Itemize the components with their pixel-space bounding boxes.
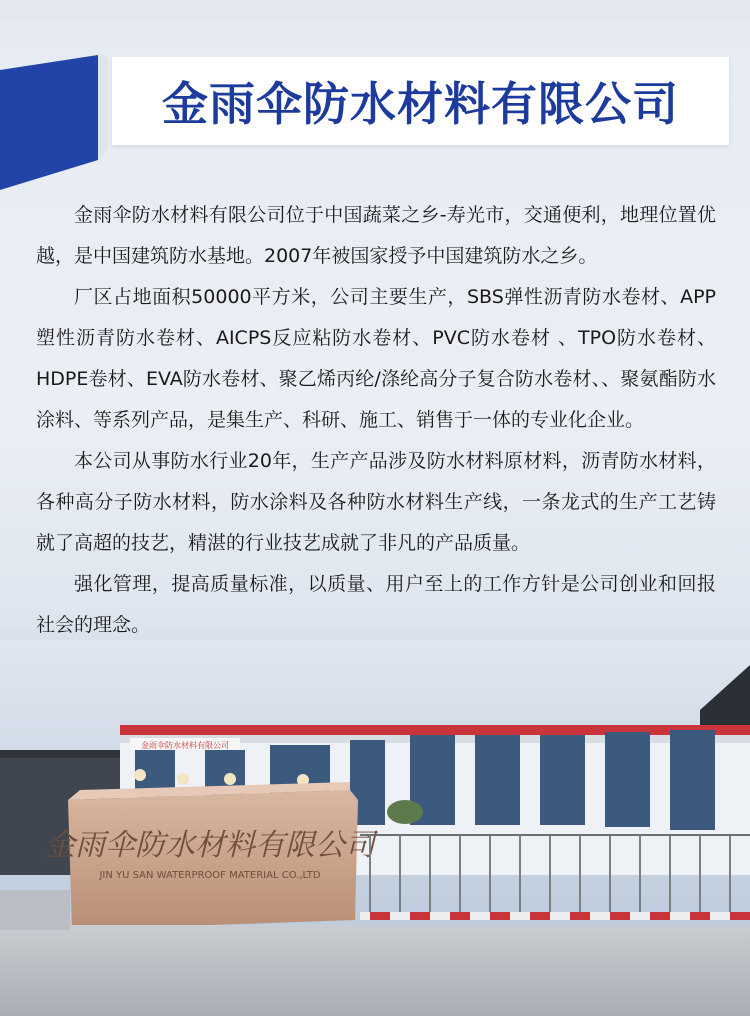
paragraph-products: 厂区占地面积50000平方米，公司主要生产，SBS弹性沥青防水卷材、APP塑性沥青防水卷材、AICPS反应粘防水卷材、PVC防水卷材 、TPO防水卷材、HDPE卷材、EVA防水卷材、聚乙烯丙纶/涤纶高分子复合防水卷材、、聚氨酯防水涂料、等系列产品，是集生产、科研、施工、销售于一体的专业化企业。 [36,286,716,431]
intro-text [36,195,716,646]
paragraph-location: 金雨伞防水材料有限公司位于中国蔬菜之乡-寿光市，交通便利，地理位置优越，是中国建筑防水基地。2007年被国家授予中国建筑防水之乡。 [36,204,716,267]
factory-photo [0,640,750,1016]
building-sign: 金雨伞防水材料有限公司 [141,741,229,750]
paragraph-history: 本公司从事防水行业20年，生产产品涉及防水材料原材料，沥青防水材料，各种高分子防水材料，防水涂料及各种防水材料生产线，一条龙式的生产工艺铸就了高超的技艺，精湛的行业技艺成就了非凡的产品质量。 [36,450,716,554]
stone-sign-chinese: 金雨伞防水材料有限公司 [45,828,375,863]
stone-sign-english: JIN YU SAN WATERPROOF MATERIAL CO.,LTD [99,870,321,881]
company-title: 金雨伞防水材料有限公司 [162,77,679,131]
paragraph-philosophy: 强化管理，提高质量标准，以质量、用户至上的工作方针是公司创业和回报社会的理念。 [36,573,716,636]
